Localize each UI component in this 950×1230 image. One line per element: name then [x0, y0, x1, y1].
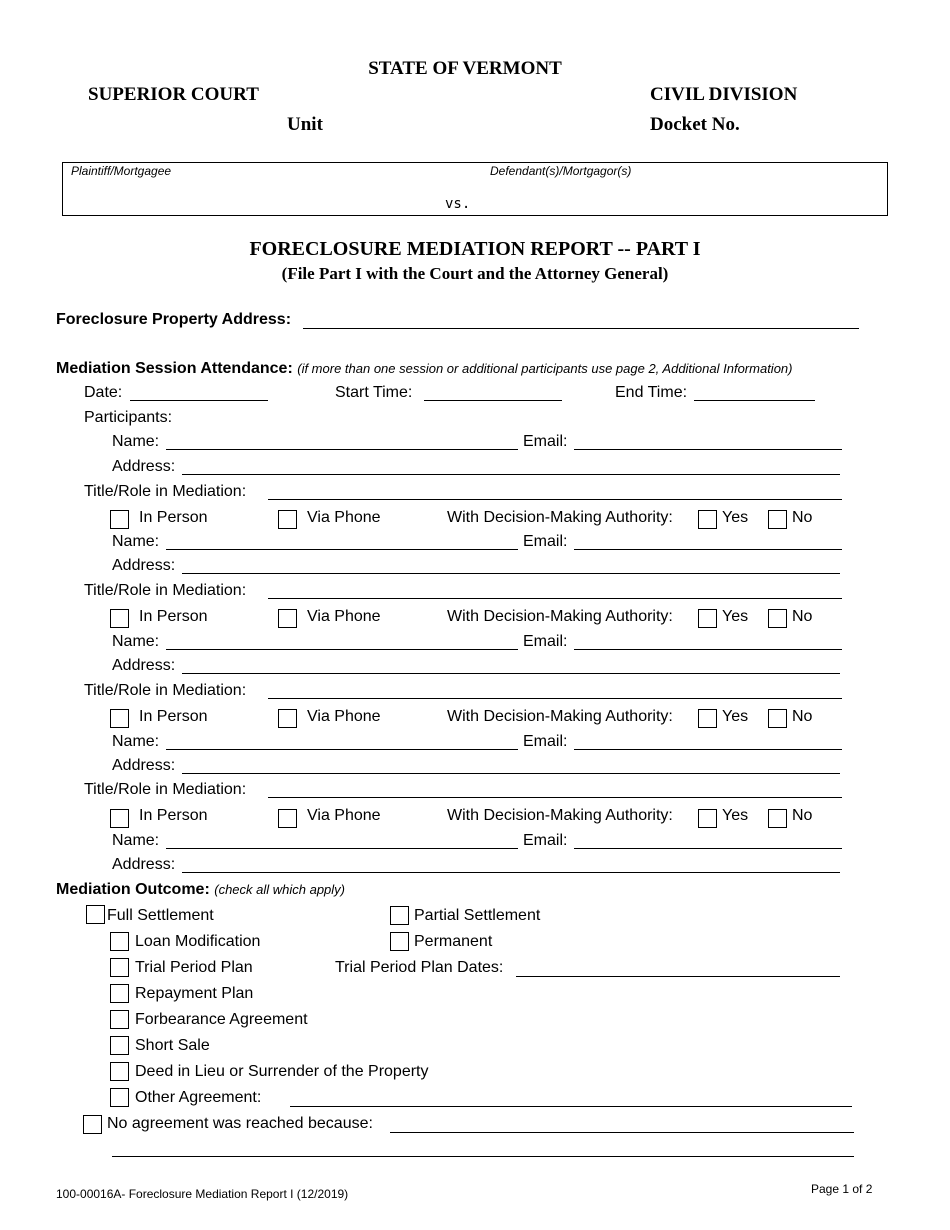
- start-time-label: Start Time:: [335, 384, 413, 401]
- in-person-label: In Person: [139, 608, 208, 625]
- address-label: Address:: [112, 757, 176, 774]
- in-person-checkbox[interactable]: [110, 510, 129, 529]
- other-agreement-label: Other Agreement:: [135, 1089, 262, 1106]
- end-time-label: End Time:: [615, 384, 688, 401]
- email-field[interactable]: [574, 549, 842, 550]
- trial-period-plan-label: Trial Period Plan: [135, 959, 253, 976]
- authority-yes-checkbox[interactable]: [698, 709, 717, 728]
- role-field[interactable]: [268, 698, 842, 699]
- trial-dates-label: Trial Period Plan Dates:: [335, 959, 504, 976]
- no-label: No: [792, 708, 813, 725]
- name-field[interactable]: [166, 848, 518, 849]
- division-name: CIVIL DIVISION: [650, 84, 798, 105]
- role-label: Title/Role in Mediation:: [84, 483, 247, 500]
- address-field[interactable]: [182, 673, 840, 674]
- no-label: No: [792, 807, 813, 824]
- authority-no-checkbox[interactable]: [768, 510, 787, 529]
- in-person-checkbox[interactable]: [110, 609, 129, 628]
- no-agreement-checkbox[interactable]: [83, 1115, 102, 1134]
- repayment-plan-label: Repayment Plan: [135, 985, 254, 1002]
- unit-label: Unit: [287, 114, 323, 135]
- authority-no-checkbox[interactable]: [768, 709, 787, 728]
- start-time-field[interactable]: [424, 400, 562, 401]
- address-field[interactable]: [182, 872, 840, 873]
- property-address-label: Foreclosure Property Address:: [56, 311, 292, 328]
- forbearance-checkbox[interactable]: [110, 1010, 129, 1029]
- authority-no-checkbox[interactable]: [768, 609, 787, 628]
- outcome-heading: Mediation Outcome: (check all which apply): [56, 881, 346, 898]
- address-field[interactable]: [182, 773, 840, 774]
- no-agreement-reason-field[interactable]: [390, 1132, 854, 1133]
- in-person-checkbox[interactable]: [110, 809, 129, 828]
- name-label: Name:: [112, 832, 160, 849]
- name-field[interactable]: [166, 649, 518, 650]
- address-label: Address:: [112, 458, 176, 475]
- email-field[interactable]: [574, 449, 842, 450]
- in-person-label: In Person: [139, 708, 208, 725]
- yes-label: Yes: [722, 608, 749, 625]
- role-field[interactable]: [268, 598, 842, 599]
- short-sale-checkbox[interactable]: [110, 1036, 129, 1055]
- deed-in-lieu-label: Deed in Lieu or Surrender of the Property: [135, 1063, 429, 1080]
- via-phone-checkbox[interactable]: [278, 809, 297, 828]
- email-label: Email:: [523, 533, 568, 550]
- name-field[interactable]: [166, 749, 518, 750]
- end-time-field[interactable]: [694, 400, 815, 401]
- no-agreement-reason-line-2[interactable]: [112, 1156, 854, 1157]
- docket-label: Docket No.: [650, 114, 740, 135]
- name-field[interactable]: [166, 449, 518, 450]
- via-phone-label: Via Phone: [307, 509, 381, 526]
- attendance-heading: Mediation Session Attendance: (if more than one session or additional participants use page 2, Additional Information): [56, 360, 793, 377]
- in-person-label: In Person: [139, 807, 208, 824]
- date-label: Date:: [84, 384, 123, 401]
- address-label: Address:: [112, 557, 176, 574]
- court-name: SUPERIOR COURT: [88, 84, 259, 105]
- other-agreement-field[interactable]: [290, 1106, 852, 1107]
- address-label: Address:: [112, 856, 176, 873]
- authority-label: With Decision-Making Authority:: [447, 708, 673, 725]
- email-label: Email:: [523, 633, 568, 650]
- participants-label: Participants:: [84, 409, 173, 426]
- in-person-label: In Person: [139, 509, 208, 526]
- authority-yes-checkbox[interactable]: [698, 609, 717, 628]
- no-label: No: [792, 509, 813, 526]
- authority-yes-checkbox[interactable]: [698, 510, 717, 529]
- property-address-field[interactable]: [303, 328, 859, 329]
- email-label: Email:: [523, 433, 568, 450]
- name-label: Name:: [112, 533, 160, 550]
- state-title: STATE OF VERMONT: [368, 58, 562, 79]
- email-label: Email:: [523, 832, 568, 849]
- name-label: Name:: [112, 733, 160, 750]
- role-field[interactable]: [268, 499, 842, 500]
- loan-modification-checkbox[interactable]: [110, 932, 129, 951]
- address-field[interactable]: [182, 474, 840, 475]
- name-field[interactable]: [166, 549, 518, 550]
- no-agreement-label: No agreement was reached because:: [107, 1115, 373, 1132]
- page-number: Page 1 of 2: [811, 1182, 873, 1196]
- authority-label: With Decision-Making Authority:: [447, 509, 673, 526]
- loan-modification-label: Loan Modification: [135, 933, 261, 950]
- full-settlement-checkbox[interactable]: [86, 905, 105, 924]
- via-phone-label: Via Phone: [307, 708, 381, 725]
- name-label: Name:: [112, 633, 160, 650]
- in-person-checkbox[interactable]: [110, 709, 129, 728]
- email-field[interactable]: [574, 848, 842, 849]
- partial-settlement-checkbox[interactable]: [390, 906, 409, 925]
- authority-no-checkbox[interactable]: [768, 809, 787, 828]
- report-title: FORECLOSURE MEDIATION REPORT -- PART I: [249, 238, 701, 260]
- via-phone-checkbox[interactable]: [278, 609, 297, 628]
- permanent-label: Permanent: [414, 933, 493, 950]
- role-label: Title/Role in Mediation:: [84, 582, 247, 599]
- trial-period-plan-checkbox[interactable]: [110, 958, 129, 977]
- yes-label: Yes: [722, 509, 749, 526]
- vs-label: vs.: [445, 196, 471, 212]
- authority-yes-checkbox[interactable]: [698, 809, 717, 828]
- authority-label: With Decision-Making Authority:: [447, 807, 673, 824]
- address-label: Address:: [112, 657, 176, 674]
- email-field[interactable]: [574, 749, 842, 750]
- via-phone-checkbox[interactable]: [278, 709, 297, 728]
- yes-label: Yes: [722, 708, 749, 725]
- via-phone-label: Via Phone: [307, 608, 381, 625]
- trial-dates-field[interactable]: [516, 976, 840, 977]
- full-settlement-label: Full Settlement: [107, 907, 214, 924]
- role-label: Title/Role in Mediation:: [84, 682, 247, 699]
- yes-label: Yes: [722, 807, 749, 824]
- defendant-label: Defendant(s)/Mortgagor(s): [490, 164, 632, 178]
- via-phone-label: Via Phone: [307, 807, 381, 824]
- name-label: Name:: [112, 433, 160, 450]
- email-field[interactable]: [574, 649, 842, 650]
- permanent-checkbox[interactable]: [390, 932, 409, 951]
- via-phone-checkbox[interactable]: [278, 510, 297, 529]
- role-field[interactable]: [268, 797, 842, 798]
- other-agreement-checkbox[interactable]: [110, 1088, 129, 1107]
- short-sale-label: Short Sale: [135, 1037, 210, 1054]
- report-subtitle: (File Part I with the Court and the Attorney General): [281, 264, 669, 283]
- role-label: Title/Role in Mediation:: [84, 781, 247, 798]
- deed-in-lieu-checkbox[interactable]: [110, 1062, 129, 1081]
- authority-label: With Decision-Making Authority:: [447, 608, 673, 625]
- plaintiff-label: Plaintiff/Mortgagee: [71, 164, 172, 178]
- no-label: No: [792, 608, 813, 625]
- repayment-plan-checkbox[interactable]: [110, 984, 129, 1003]
- email-label: Email:: [523, 733, 568, 750]
- address-field[interactable]: [182, 573, 840, 574]
- form-id: 100-00016A- Foreclosure Mediation Report I (12/2019): [56, 1187, 349, 1201]
- forbearance-label: Forbearance Agreement: [135, 1011, 308, 1028]
- parties-box[interactable]: [62, 162, 888, 216]
- date-field[interactable]: [130, 400, 268, 401]
- partial-settlement-label: Partial Settlement: [414, 907, 541, 924]
